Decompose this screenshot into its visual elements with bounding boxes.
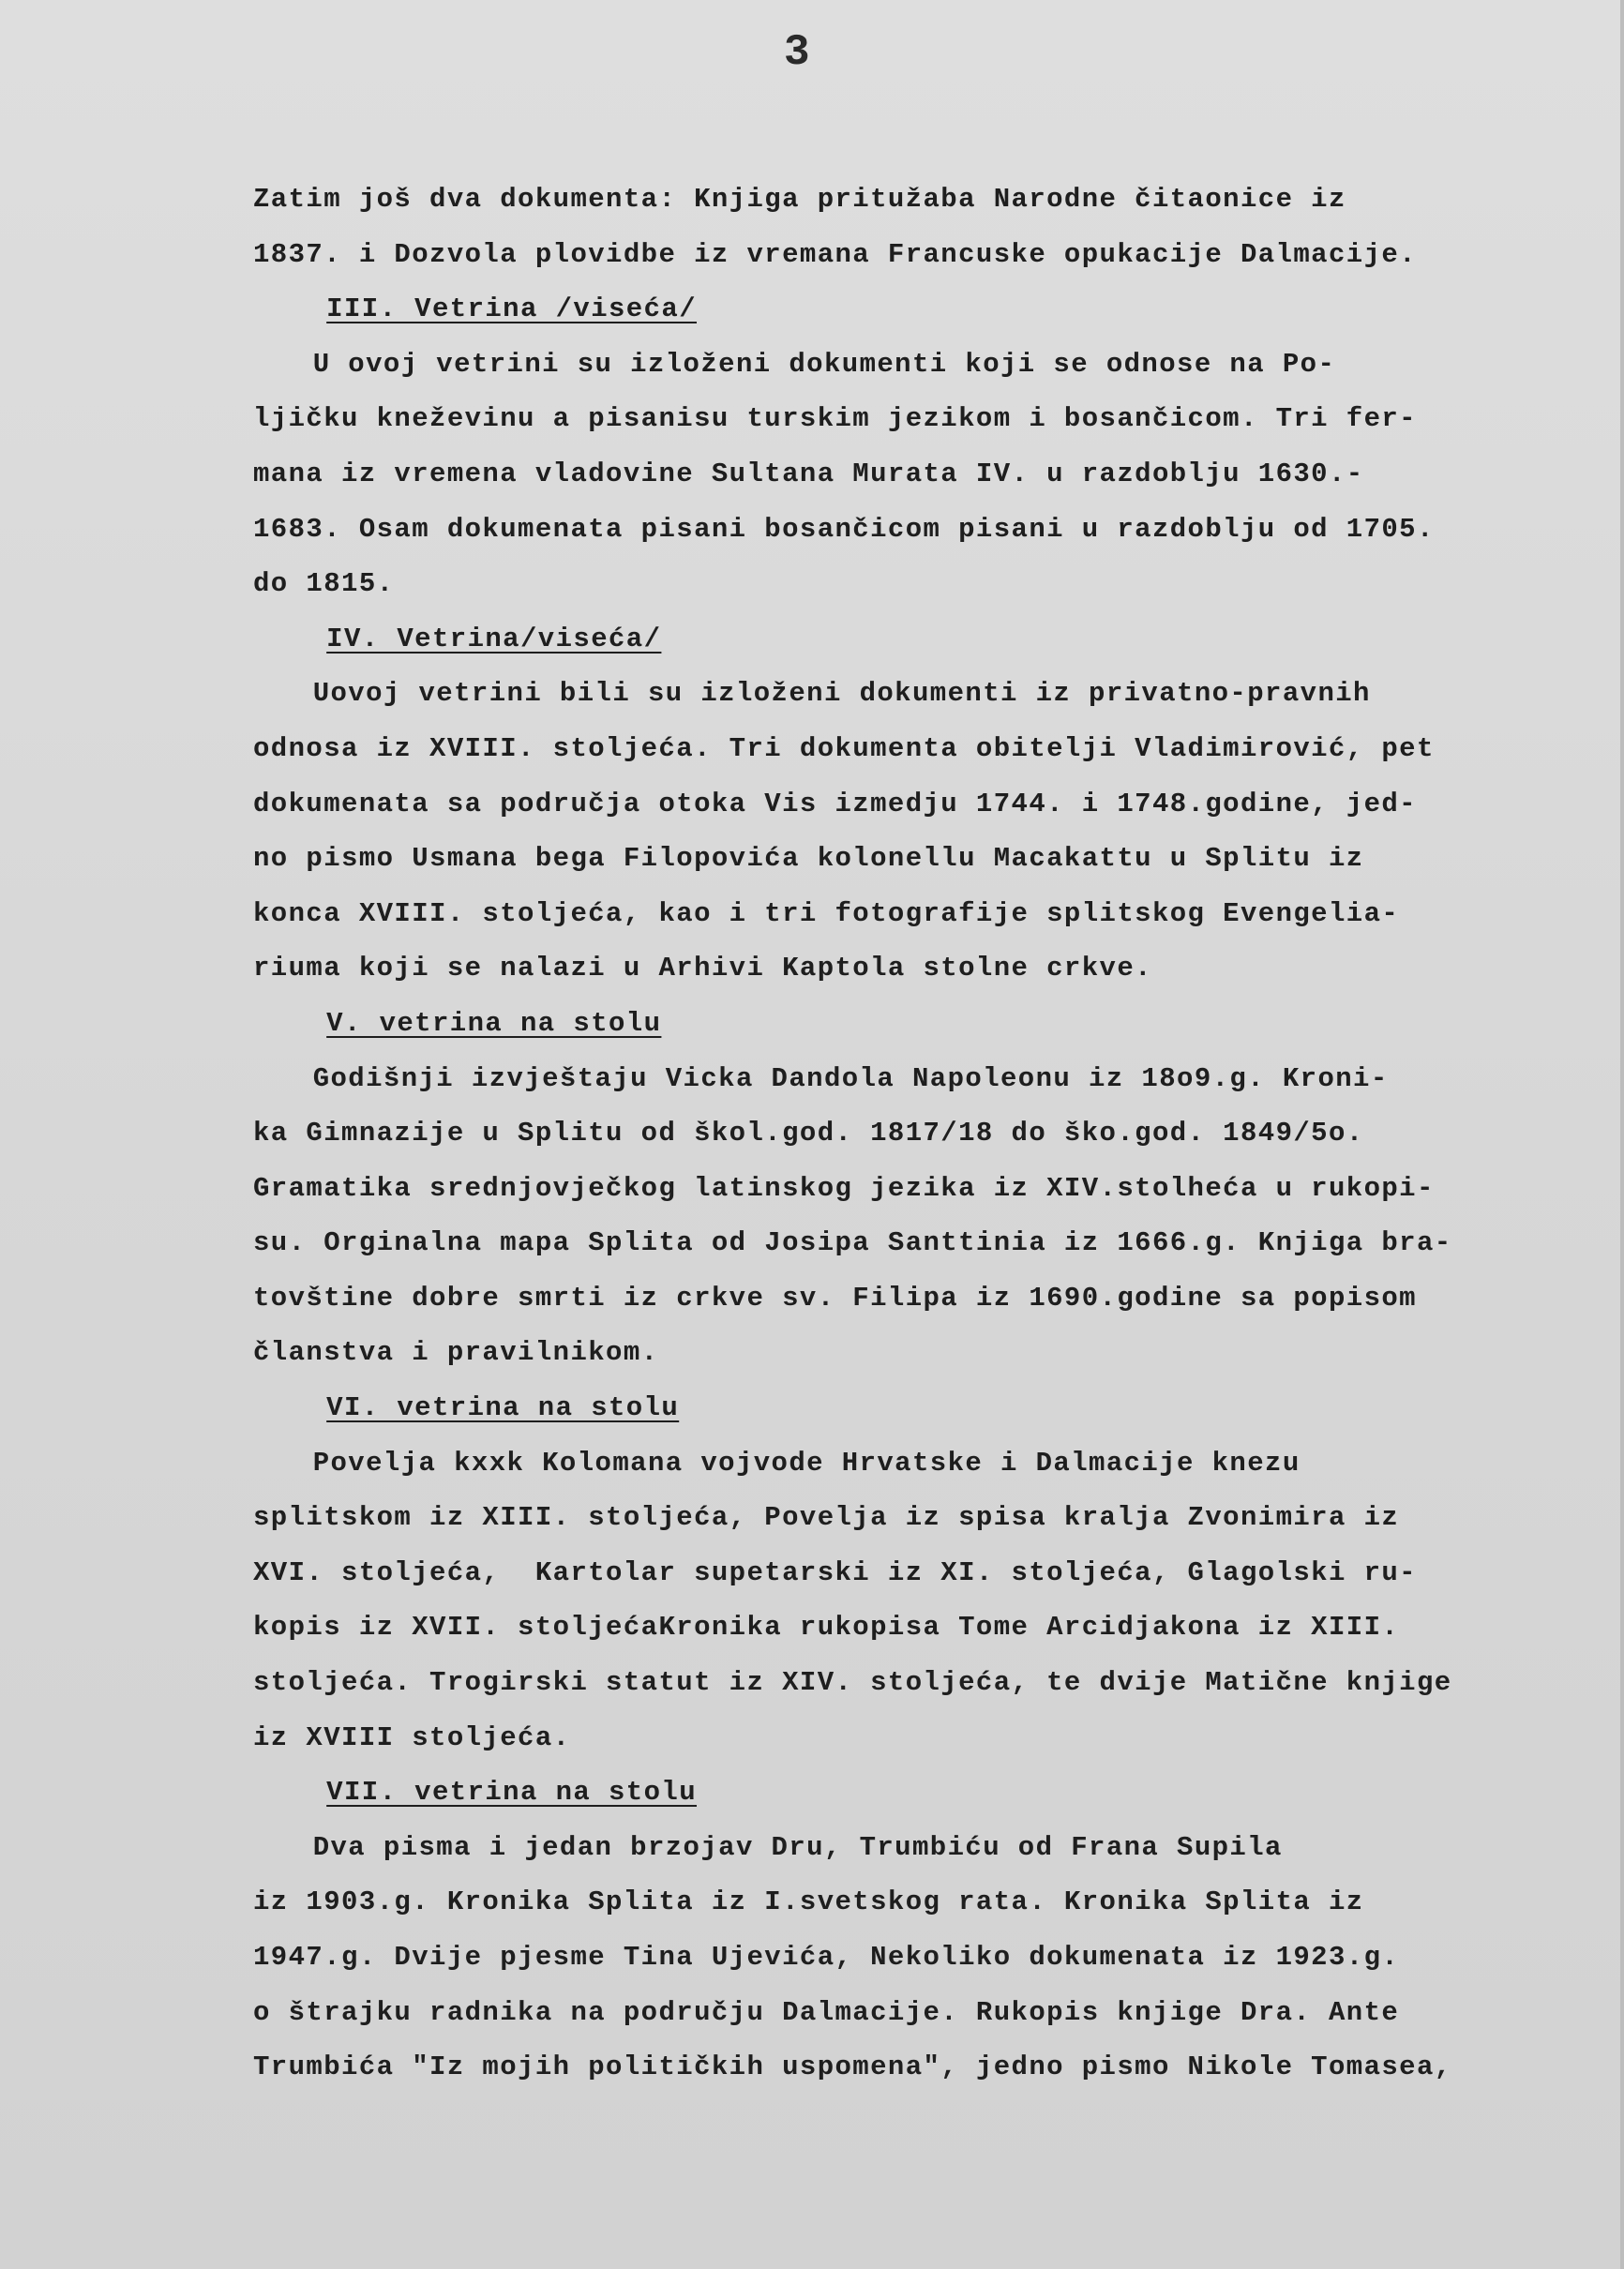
text-line: kopis iz XVII. stoljećaKronika rukopisa Tome Arcidjakona iz XIII.: [253, 1612, 1400, 1644]
text-line: članstva i pravilnikom.: [253, 1337, 659, 1369]
text-line: riuma koji se nalazi u Arhivi Kaptola stolne crkve.: [253, 953, 1152, 984]
text-line: Dva pisma i jedan brzojav Dru, Trumbiću od Frana Supila: [312, 1831, 1283, 1863]
section-heading: III. Vetrina /viseća/: [326, 293, 698, 325]
section-heading: IV. Vetrina/viseća/: [326, 623, 662, 654]
document-body: [253, 173, 1585, 2096]
text-line: U ovoj vetrini su izloženi dokumenti koji se odnose na Po-: [312, 348, 1336, 380]
text-line: odnosa iz XVIII. stoljeća. Tri dokumenta obitelji Vladimirović, pet: [253, 732, 1435, 764]
scan-edge: [1620, 0, 1624, 2269]
text-line: Zatim još dva dokumenta: Knjiga pritužaba Narodne čitaonice iz: [253, 184, 1346, 215]
text-line: ljičku kneževinu a pisanisu turskim jezikom i bosančicom. Tri fer-: [253, 403, 1417, 435]
section-heading: VI. vetrina na stolu: [326, 1392, 680, 1424]
text-line: splitskom iz XIII. stoljeća, Povelja iz spisa kralja Zvonimira iz: [253, 1502, 1400, 1534]
text-line: Godišnji izvještaju Vicka Dandola Napoleonu iz 18o9.g. Kroni-: [312, 1062, 1389, 1094]
text-line: stoljeća. Trogirski statut iz XIV. stoljeća, te dvije Matične knjige: [253, 1667, 1452, 1699]
text-line: su. Orginalna mapa Splita od Josipa Santtinia iz 1666.g. Knjiga bra-: [253, 1227, 1452, 1259]
text-line: Povelja kxxk Kolomana vojvode Hrvatske i Dalmacije knezu: [312, 1447, 1301, 1479]
text-line: o štrajku radnika na području Dalmacije. Rukopis knjige Dra. Ante: [253, 1996, 1400, 2028]
text-line: dokumenata sa područja otoka Vis izmedju 1744. i 1748.godine, jed-: [253, 788, 1417, 819]
section-heading: VII. vetrina na stolu: [326, 1777, 698, 1809]
text-line: Trumbića "Iz mojih političkih uspomena", jedno pismo Nikole Tomasea,: [253, 2051, 1452, 2083]
text-line: no pismo Usmana bega Filopovića kolonellu Macakattu u Splitu iz: [253, 843, 1364, 875]
text-line: konca XVIII. stoljeća, kao i tri fotografije splitskog Evengelia-: [253, 897, 1400, 929]
page-number: 3: [784, 28, 810, 77]
text-line: 1683. Osam dokumenata pisani bosančicom pisani u razdoblju od 1705.: [253, 513, 1435, 545]
text-line: 1837. i Dozvola plovidbe iz vremana Francuske opukacije Dalmacije.: [253, 238, 1417, 270]
text-line: mana iz vremena vladovine Sultana Murata IV. u razdoblju 1630.-: [253, 458, 1364, 489]
text-line: tovštine dobre smrti iz crkve sv. Filipa iz 1690.godine sa popisom: [253, 1282, 1417, 1314]
text-line: ka Gimnazije u Splitu od škol.god. 1817/18 do ško.god. 1849/5o.: [253, 1118, 1364, 1150]
text-line: iz XVIII stoljeća.: [253, 1721, 571, 1753]
text-line: 1947.g. Dvije pjesme Tina Ujevića, Nekoliko dokumenata iz 1923.g.: [253, 1942, 1400, 1973]
text-line: iz 1903.g. Kronika Splita iz I.svetskog rata. Kronika Splita iz: [253, 1886, 1364, 1918]
section-heading: V. vetrina na stolu: [326, 1007, 662, 1039]
text-line: Gramatika srednjovječkog latinskog jezika iz XIV.stolheća u rukopi-: [253, 1172, 1435, 1204]
text-line: XVI. stoljeća, Kartolar supetarski iz XI. stoljeća, Glagolski ru-: [253, 1556, 1417, 1588]
text-line: Uovoj vetrini bili su izloženi dokumenti iz privatno-pravnih: [312, 678, 1371, 710]
text-line: do 1815.: [253, 568, 395, 600]
